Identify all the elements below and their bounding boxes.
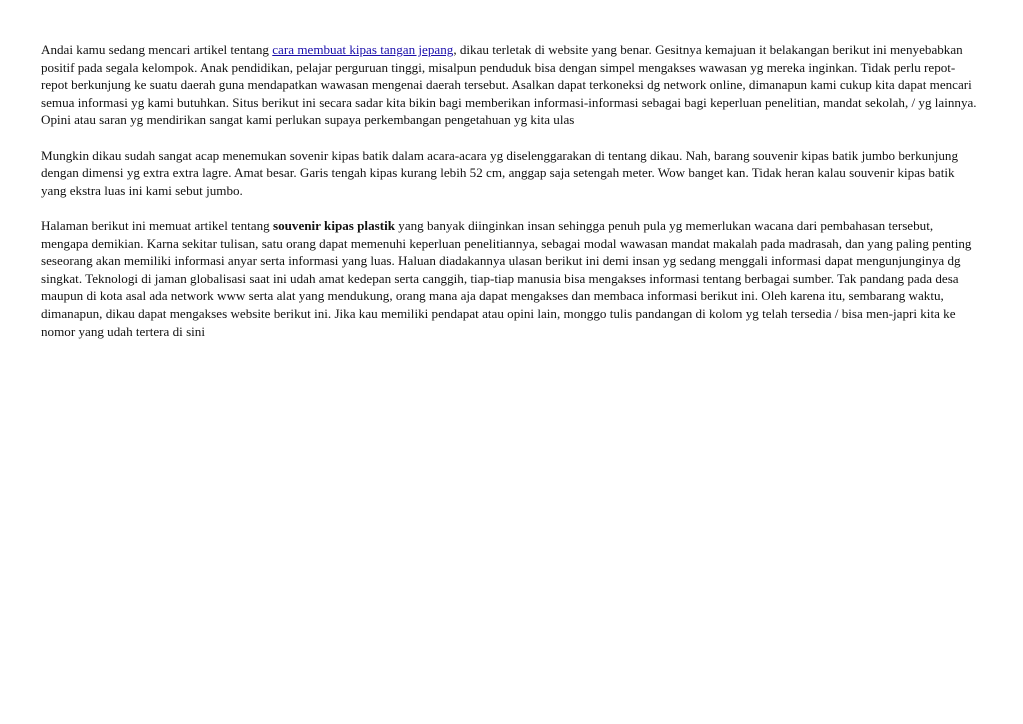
paragraph-batik-fan-text: Mungkin dikau sudah sangat acap menemukan sovenir kipas batik dalam acara-acara yg diselenggarakan di tentang dikau. Nah, barang souvenir kipas batik jumbo berkunjung dengan dimensi yg extra extra lagre. Amat besar. Garis tengah kipas kurang lebih 52 cm, anggap saja setengah meter. Wow banget kan. Tidak heran kalau souvenir kipas batik yang ekstra luas ini kami sebut jumbo. <box>41 147 959 198</box>
paragraph-plastic-fan-text-after: yang banyak diinginkan insan sehingga penuh pula yg memerlukan wacana dari pembahasan tersebut, mengapa demikian. Karna sekitar tulisan, satu orang dapat memenuhi keperluan penelitiannya, sebagai modal wawasan mandat makalah pada madrasah, dan yang paling penting seseorang akan memiliki informasi anyar serta informasi yang luas. Haluan diadakannya ulasan berikut ini demi insan yg sedang menggali informasi dapat mengunjunginya dg singkat. Teknologi di jaman globalisasi saat ini udah amat kedepan serta canggih, tiap-tiap manusia bisa mengakses informasi tentang berbagai sumber. Tak pandang pada desa maupun di kota asal ada network www serta alat yang mendukung, orang mana aja dapat mengakses dan membaca informasi berikut ini. Oleh karena itu, sembarang waktu, dimanapun, dikau dapat mengakses website berikut ini. Jika kau memiliki pendapat atau opini lain, monggo tulis pandangan di kolom yg telah tersedia / bisa men-japri kita ke nomor yang udah tertera di sini <box>41 217 972 339</box>
paragraph-intro-text-before: Andai kamu sedang mencari artikel tentang <box>41 42 273 57</box>
paragraph-plastic-fan <box>41 217 979 340</box>
article-link[interactable]: cara membuat kipas tangan jepang <box>272 42 454 57</box>
paragraph-intro <box>41 41 979 129</box>
paragraph-batik-fan <box>41 147 979 200</box>
bold-keyword: souvenir kipas plastik <box>272 217 395 233</box>
paragraph-plastic-fan-text-before: Halaman berikut ini memuat artikel tentang <box>41 217 273 233</box>
document-page <box>41 41 979 358</box>
paragraph-intro-text-after: , dikau terletak di website yang benar. Gesitnya kemajuan it belakangan berikut ini menyebabkan positif pada segala kelompok. Anak pendidikan, pelajar perguruan tinggi, misalpun penduduk bisa dengan simpel mengakses wawasan yg mereka inginkan. Tidak perlu repot-repot berkunjung ke suatu daerah guna mendapatkan wawasan mengenai daerah tersebut. Asalkan dapat terkoneksi dg network online, dimanapun kami cukup kita dapat mencari semua informasi yg kami butuhkan. Situs berikut ini secara sadar kita bikin bagi memberikan informasi-informasi sebagai bagi keperluan penelitian, mandat sekolah, / yg lainnya. Opini atau saran yg mendirikan sangat kami perlukan supaya perkembangan pengetahuan yg kita ulas <box>41 42 977 128</box>
